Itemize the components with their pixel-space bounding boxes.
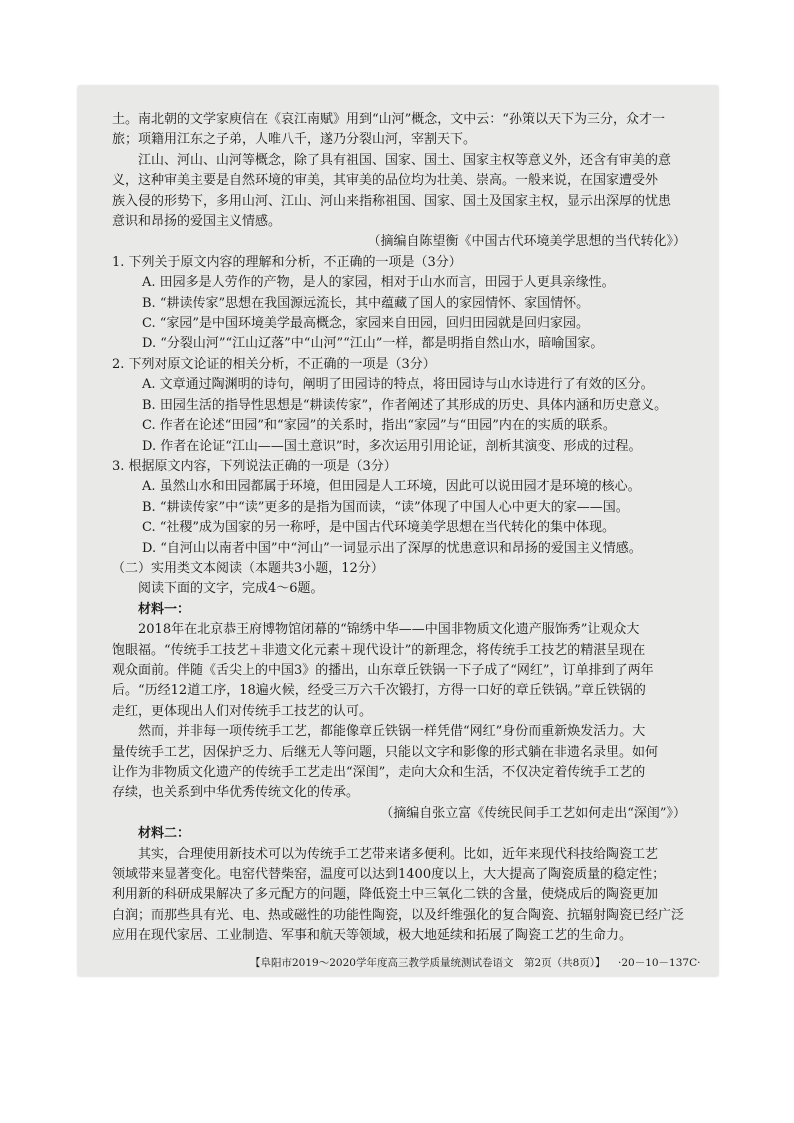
text-line: D. 作者在论证“江山——国土意识”时，多次运用引用论证，剖析其演变、形成的过程。 <box>142 438 642 454</box>
text-line: 阅读下面的文字，完成4～6题。 <box>138 581 324 597</box>
text-line: D. “分裂山河”“江山辽落”中“山河”“江山”一样，都是明指自然山水，暗喻国家。 <box>142 336 604 352</box>
text-line: C. 作者在论述“田园”和“家园”的关系时，指出“家园”与“田园”内在的实质的联系。 <box>142 418 616 434</box>
text-line: 1. 下列关于原文内容的理解和分析，不正确的一项是（3分） <box>112 254 462 270</box>
text-line: 饱眼福。“传统手工技艺＋非遗文化元素＋现代设计”的新理念，将传统手工技艺的精湛呈现在 <box>112 642 646 658</box>
text-line: D. “自河山以南者中国”中“河山”一词显示出了深厚的忧患意识和昂扬的爱国主义情感。 <box>142 540 642 556</box>
text-line: 存续，也关系到中华优秀传统文化的传承。 <box>112 785 360 801</box>
text-line: 2. 下列对原文论证的相关分析，不正确的一项是（3分） <box>112 356 436 372</box>
text-line: B. “耕读传家”中“读”更多的是指为国而读，“读”体现了中国人心中更大的家——国。 <box>142 499 629 515</box>
text-line: 义，这种审美主要是自然环境的审美，其审美的品位均为壮美、崇高。一般来说，在国家遭受外 <box>112 173 659 189</box>
text-line: 族入侵的形势下，多用山河、江山、河山来指称祖国、国家、国土及国家主权，显示出深厚的忧患 <box>112 193 672 209</box>
text-line: 然而，并非每一项传统手工艺，都能像章丘铁锅一样凭借“网红”身份而重新焕发活力。大 <box>138 724 646 740</box>
text-line: B. “耕读传家”思想在我国源远流长，其中蕴藏了国人的家园情怀、家国情怀。 <box>142 295 590 311</box>
text-line: A. 田园多是人劳作的产物，是人的家园，相对于山水而言，田园于人更具亲缘性。 <box>142 275 615 291</box>
page-footer: 【阜阳市2019～2020学年度高三教学质量统测试卷语文 第2页（共8页）】 <box>250 957 606 969</box>
text-line: 白润；而那些具有光、电、热或磁性的功能性陶瓷，以及纤维强化的复合陶瓷、抗辐射陶瓷已经广泛 <box>112 907 685 923</box>
text-line: 观众面前。伴随《舌尖上的中国3》的播出，山东章丘铁锅一下子成了“网红”，订单排到了两年 <box>112 662 654 678</box>
text-line: C. “家园”是中国环境美学最高概念，家园来自田园，回归田园就是回归家园。 <box>142 316 590 332</box>
document-body <box>112 110 688 947</box>
text-line: 3. 根据原文内容，下列说法正确的一项是（3分） <box>112 458 397 474</box>
text-line: （二）实用类文本阅读（本题共3小题，12分） <box>112 560 384 576</box>
text-line: 意识和昂扬的爱国主义情感。 <box>112 214 282 230</box>
text-line: （摘编自陈望衡《中国古代环境美学思想的当代转化》） <box>367 234 686 250</box>
text-line: 走红，更体现出人们对传统手工技艺的认可。 <box>112 703 373 719</box>
text-line: A. 虽然山水和田园都属于环境，但田园是人工环境，因此可以说田园才是环境的核心。 <box>142 479 641 495</box>
text-line: 让作为非物质文化遗产的传统手工艺走出“深闺”，走向大众和生活，不仅决定着传统手工艺的 <box>112 765 646 780</box>
text-line: B. 田园生活的指导性思想是“耕读传家”，作者阐述了其形成的历史、具体内涵和历史意义。 <box>142 397 668 413</box>
text-line: 应用在现代家居、工业制造、军事和航天等领域，极大地延续和拓展了陶瓷工艺的生命力。 <box>112 928 633 944</box>
text-line: 江山、河山、山河等概念，除了具有祖国、国家、国土、国家主权等意义外，还含有审美的意 <box>138 152 672 168</box>
text-line: 量传统手工艺，因保护乏力、后继无人等问题，只能以文字和影像的形式躺在非遗名录里。如何 <box>112 744 659 760</box>
text-line: 其实，合理使用新技术可以为传统手工艺带来诸多便利。比如，近年来现代科技给陶瓷工艺 <box>138 846 659 862</box>
text-line: 土。南北朝的文学家庾信在《哀江南赋》用到“山河”概念，文中云：“孙策以天下为三分，众才一 <box>112 112 665 127</box>
text-line: C. “社稷”成为国家的另一称呼，是中国古代环境美学思想在当代转化的集中体现。 <box>142 520 616 536</box>
text-line: （摘编自张立富《传统民间手工艺如何走出“深闺”》） <box>380 805 686 821</box>
text-line: A. 文章通过陶渊明的诗句，阐明了田园诗的特点，将田园诗与山水诗进行了有效的区分。 <box>142 377 654 393</box>
paper-code: ·20－10－137C· <box>618 957 701 969</box>
text-line: 材料一： <box>138 601 191 617</box>
text-line: 后。“历经12道工序，18遍火候，经受三万六千次锻打，方得一口好的章丘铁锅。”章丘铁锅的 <box>112 683 646 699</box>
text-line: 领域带来显著变化。电窑代替柴窑，温度可以达到1400度以上，大大提高了陶瓷质量的稳定性； <box>112 867 666 883</box>
text-line: 2018年在北京恭王府博物馆闭幕的“锦绣中华——中国非物质文化遗产服饰秀”让观众大 <box>138 622 640 638</box>
text-line: 利用新的科研成果解决了多元配方的问题，降低瓷土中三氧化二铁的含量，使烧成后的陶瓷更加 <box>112 887 659 903</box>
text-line: 旅；项籍用江东之子弟，人唯八千，遂乃分裂山河，宰割天下。 <box>112 132 477 148</box>
text-line: 材料二： <box>138 826 191 842</box>
